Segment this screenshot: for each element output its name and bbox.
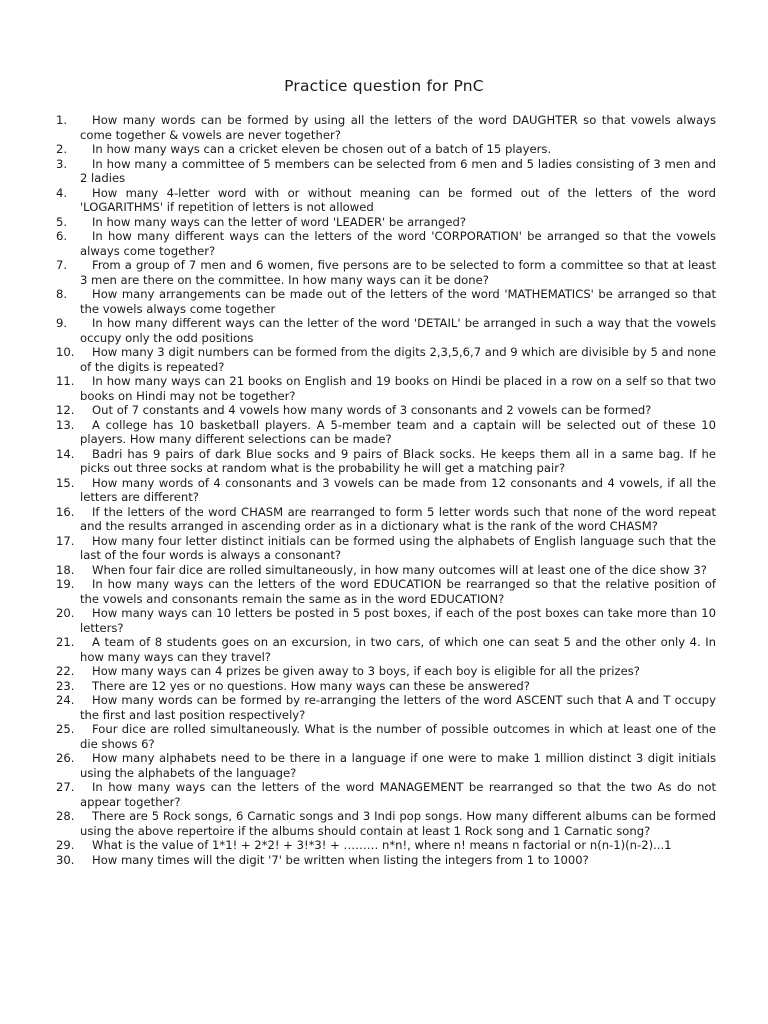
question-item xyxy=(56,635,716,664)
question-item xyxy=(56,751,716,780)
question-item xyxy=(56,403,716,418)
question-item xyxy=(56,113,716,142)
question-text: In how many different ways can the letter of the word 'DETAIL' be arranged in such a way that the vowels occupy only the odd positions xyxy=(80,316,716,345)
question-number: 26. xyxy=(56,751,75,765)
question-text: In how many ways can the letters of the word MANAGEMENT be rearranged so that the two As do not appear together? xyxy=(80,780,716,809)
question-number: 23. xyxy=(56,678,75,693)
question-item xyxy=(56,679,716,694)
question-number: 9. xyxy=(56,316,68,330)
question-text: How many arrangements can be made out of the letters of the word 'MATHEMATICS' be arranged so that the vowels always come together xyxy=(80,287,716,316)
question-number: 1. xyxy=(56,113,68,127)
question-number: 11. xyxy=(56,374,75,388)
question-number: 14. xyxy=(56,446,75,461)
question-number: 12. xyxy=(56,403,75,417)
question-number: 4. xyxy=(56,185,68,200)
question-item xyxy=(56,577,716,606)
question-item xyxy=(56,287,716,316)
question-text: How many words can be formed by re-arranging the letters of the word ASCENT such that A and T occupy the first and last position respectively? xyxy=(80,693,716,722)
question-number: 19. xyxy=(56,577,75,591)
question-text: How many alphabets need to be there in a language if one were to make 1 million distinct 3 digit initials using the alphabets of the language? xyxy=(80,751,716,780)
question-item xyxy=(56,447,716,476)
question-text: If the letters of the word CHASM are rearranged to form 5 letter words such that none of the word repeat and the results arranged in ascending order as in a dictionary what is the rank of the word CHASM? xyxy=(80,504,716,533)
question-item xyxy=(56,157,716,186)
question-number: 24. xyxy=(56,693,75,707)
question-number: 15. xyxy=(56,475,75,490)
question-item xyxy=(56,853,716,868)
question-text: There are 5 Rock songs, 6 Carnatic songs and 3 Indi pop songs. How many different albums can be formed using the above repertoire if the albums should contain at least 1 Rock song and 1 Carnatic song? xyxy=(80,809,716,838)
question-text: How many words can be formed by using all the letters of the word DAUGHTER so that vowels always come together & vowels are never together? xyxy=(80,113,716,142)
question-item xyxy=(56,345,716,374)
question-item xyxy=(56,780,716,809)
question-text: How many times will the digit '7' be written when listing the integers from 1 to 1000? xyxy=(92,852,589,867)
question-number: 21. xyxy=(56,635,75,649)
question-text: How many 4-letter word with or without meaning can be formed out of the letters of the word 'LOGARITHMS' if repetition of letters is not allowed xyxy=(80,185,716,214)
question-text: Out of 7 constants and 4 vowels how many words of 3 consonants and 2 vowels can be formed? xyxy=(92,403,652,417)
question-text: Four dice are rolled simultaneously. What is the number of possible outcomes in which at least one of the die shows 6? xyxy=(80,722,716,751)
question-number: 6. xyxy=(56,229,68,243)
question-text: How many 3 digit numbers can be formed from the digits 2,3,5,6,7 and 9 which are divisible by 5 and none of the digits is repeated? xyxy=(80,345,716,374)
question-number: 3. xyxy=(56,156,68,171)
question-text: How many four letter distinct initials can be formed using the alphabets of English language such that the last of the four words is always a consonant? xyxy=(80,533,716,562)
question-item xyxy=(56,606,716,635)
question-item xyxy=(56,142,716,157)
question-item xyxy=(56,215,716,230)
question-text: A college has 10 basketball players. A 5-member team and a captain will be selected out of these 10 players. How many different selections can be made? xyxy=(80,417,716,446)
question-list xyxy=(56,113,716,867)
question-number: 27. xyxy=(56,780,75,794)
question-number: 5. xyxy=(56,214,68,229)
question-item xyxy=(56,505,716,534)
question-item xyxy=(56,722,716,751)
question-text: When four fair dice are rolled simultaneously, in how many outcomes will at least one of the dice show 3? xyxy=(92,562,707,577)
question-number: 8. xyxy=(56,287,68,301)
question-item xyxy=(56,186,716,215)
question-number: 7. xyxy=(56,258,68,272)
question-text: In how many a committee of 5 members can be selected from 6 men and 5 ladies consisting of 3 men and 2 ladies xyxy=(80,156,716,185)
question-number: 29. xyxy=(56,838,75,852)
question-number: 18. xyxy=(56,562,75,577)
question-text: In how many ways can the letters of the word EDUCATION be rearranged so that the relative position of the vowels and consonants remain the same as in the word EDUCATION? xyxy=(80,577,716,606)
question-number: 2. xyxy=(56,142,68,156)
question-text: From a group of 7 men and 6 women, five persons are to be selected to form a committee so that at least 3 men are there on the committee. In how many ways can it be done? xyxy=(80,258,716,287)
question-text: How many ways can 10 letters be posted in 5 post boxes, if each of the post boxes can take more than 10 letters? xyxy=(80,606,716,635)
question-number: 13. xyxy=(56,417,75,432)
question-item xyxy=(56,374,716,403)
question-item xyxy=(56,563,716,578)
question-item xyxy=(56,476,716,505)
question-text: A team of 8 students goes on an excursion, in two cars, of which one can seat 5 and the other only 4. In how many ways can they travel? xyxy=(80,635,716,664)
question-item xyxy=(56,258,716,287)
question-text: What is the value of 1*1! + 2*2! + 3!*3! + ……… n*n!, where n! means n factorial or n(n-1)(n-2)...1 xyxy=(92,838,672,852)
question-number: 30. xyxy=(56,852,75,867)
question-number: 16. xyxy=(56,504,75,519)
question-number: 17. xyxy=(56,533,75,548)
question-text: In how many different ways can the letters of the word 'CORPORATION' be arranged so that the vowels always come together? xyxy=(80,229,716,258)
question-text: In how many ways can 21 books on English and 19 books on Hindi be placed in a row on a self so that two books on Hindi may not be together? xyxy=(80,374,716,403)
question-item xyxy=(56,316,716,345)
question-text: In how many ways can the letter of word 'LEADER' be arranged? xyxy=(92,214,466,229)
question-text: There are 12 yes or no questions. How many ways can these be answered? xyxy=(92,678,530,693)
question-number: 10. xyxy=(56,345,75,359)
page-title: Practice question for PnC xyxy=(284,77,484,95)
question-item xyxy=(56,809,716,838)
question-text: How many ways can 4 prizes be given away to 3 boys, if each boy is eligible for all the prizes? xyxy=(92,664,640,678)
question-item xyxy=(56,838,716,853)
question-item xyxy=(56,418,716,447)
question-text: How many words of 4 consonants and 3 vowels can be made from 12 consonants and 4 vowels, if all the letters are different? xyxy=(80,475,716,504)
question-number: 22. xyxy=(56,664,75,678)
question-text: In how many ways can a cricket eleven be chosen out of a batch of 15 players. xyxy=(92,142,552,156)
question-number: 20. xyxy=(56,606,75,620)
question-text: Badri has 9 pairs of dark Blue socks and 9 pairs of Black socks. He keeps them all in a same bag. If he picks out three socks at random what is the probability he will get a matching pair? xyxy=(80,446,716,475)
question-item xyxy=(56,534,716,563)
question-item xyxy=(56,693,716,722)
question-item xyxy=(56,229,716,258)
question-number: 28. xyxy=(56,809,75,823)
question-item xyxy=(56,664,716,679)
question-number: 25. xyxy=(56,722,75,736)
